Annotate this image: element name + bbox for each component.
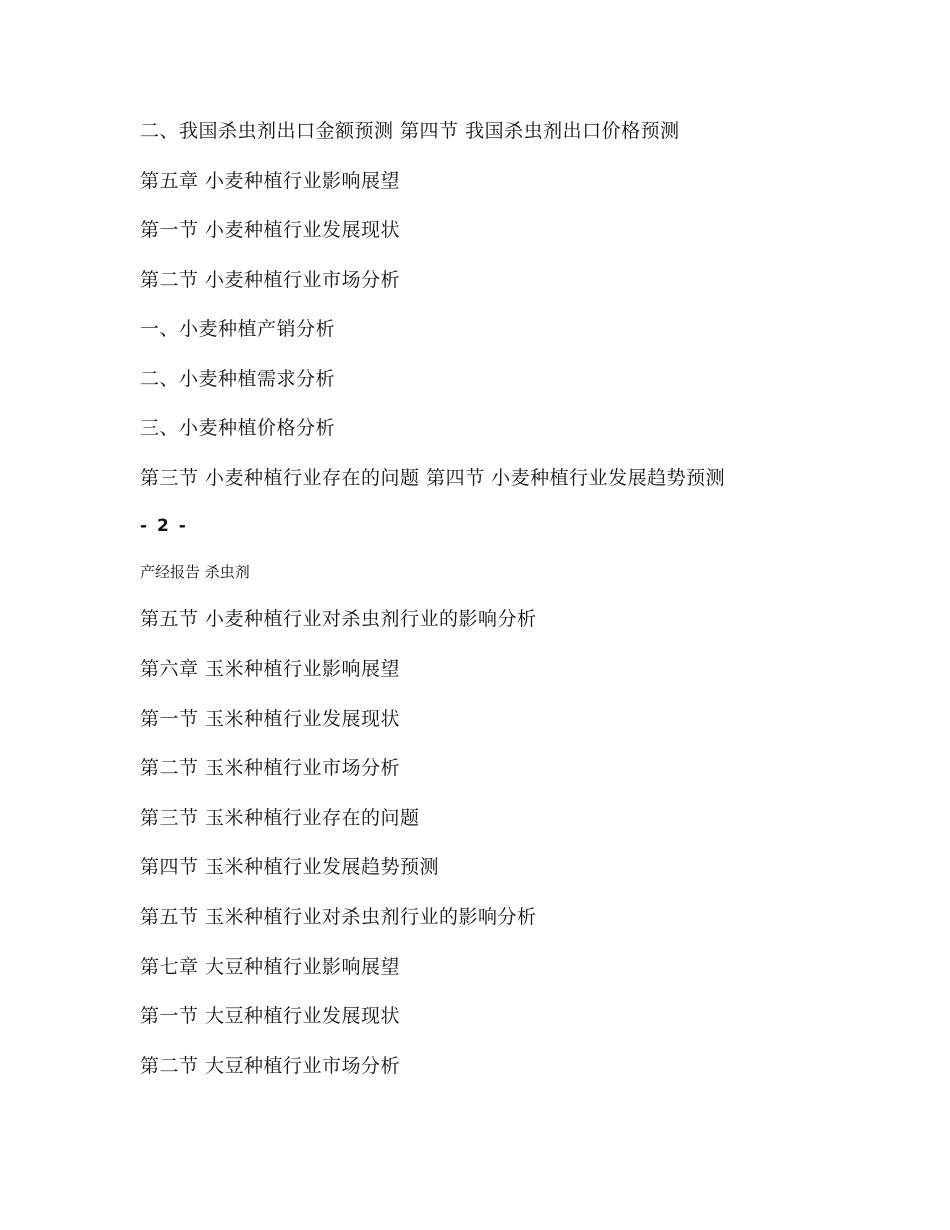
- toc-line: 第五节 小麦种植行业对杀虫剂行业的影响分析: [140, 608, 537, 630]
- toc-line: 第一节 大豆种植行业发展现状: [140, 1005, 401, 1027]
- toc-line: 第二节 玉米种植行业市场分析: [140, 757, 401, 779]
- toc-line: 第一节 小麦种植行业发展现状: [140, 219, 401, 241]
- toc-line: 一、小麦种植产销分析: [140, 318, 336, 340]
- toc-line: 第三节 小麦种植行业存在的问题 第四节 小麦种植行业发展趋势预测: [140, 467, 726, 489]
- toc-line: 第五章 小麦种植行业影响展望: [140, 170, 401, 192]
- running-header: 产经报告 杀虫剂: [140, 563, 250, 581]
- toc-line: 第四节 玉米种植行业发展趋势预测: [140, 856, 440, 878]
- toc-line: 第五节 玉米种植行业对杀虫剂行业的影响分析: [140, 906, 537, 928]
- toc-line: 第一节 玉米种植行业发展现状: [140, 708, 401, 730]
- toc-line: 三、小麦种植价格分析: [140, 417, 336, 439]
- toc-line: 二、小麦种植需求分析: [140, 368, 336, 390]
- page-number: - 2 -: [140, 516, 188, 536]
- toc-line: 第二节 大豆种植行业市场分析: [140, 1055, 401, 1077]
- toc-line: 第七章 大豆种植行业影响展望: [140, 956, 401, 978]
- toc-line: 二、我国杀虫剂出口金额预测 第四节 我国杀虫剂出口价格预测: [140, 120, 680, 142]
- toc-line: 第六章 玉米种植行业影响展望: [140, 658, 401, 680]
- toc-line: 第二节 小麦种植行业市场分析: [140, 269, 401, 291]
- toc-line: 第三节 玉米种植行业存在的问题: [140, 807, 420, 829]
